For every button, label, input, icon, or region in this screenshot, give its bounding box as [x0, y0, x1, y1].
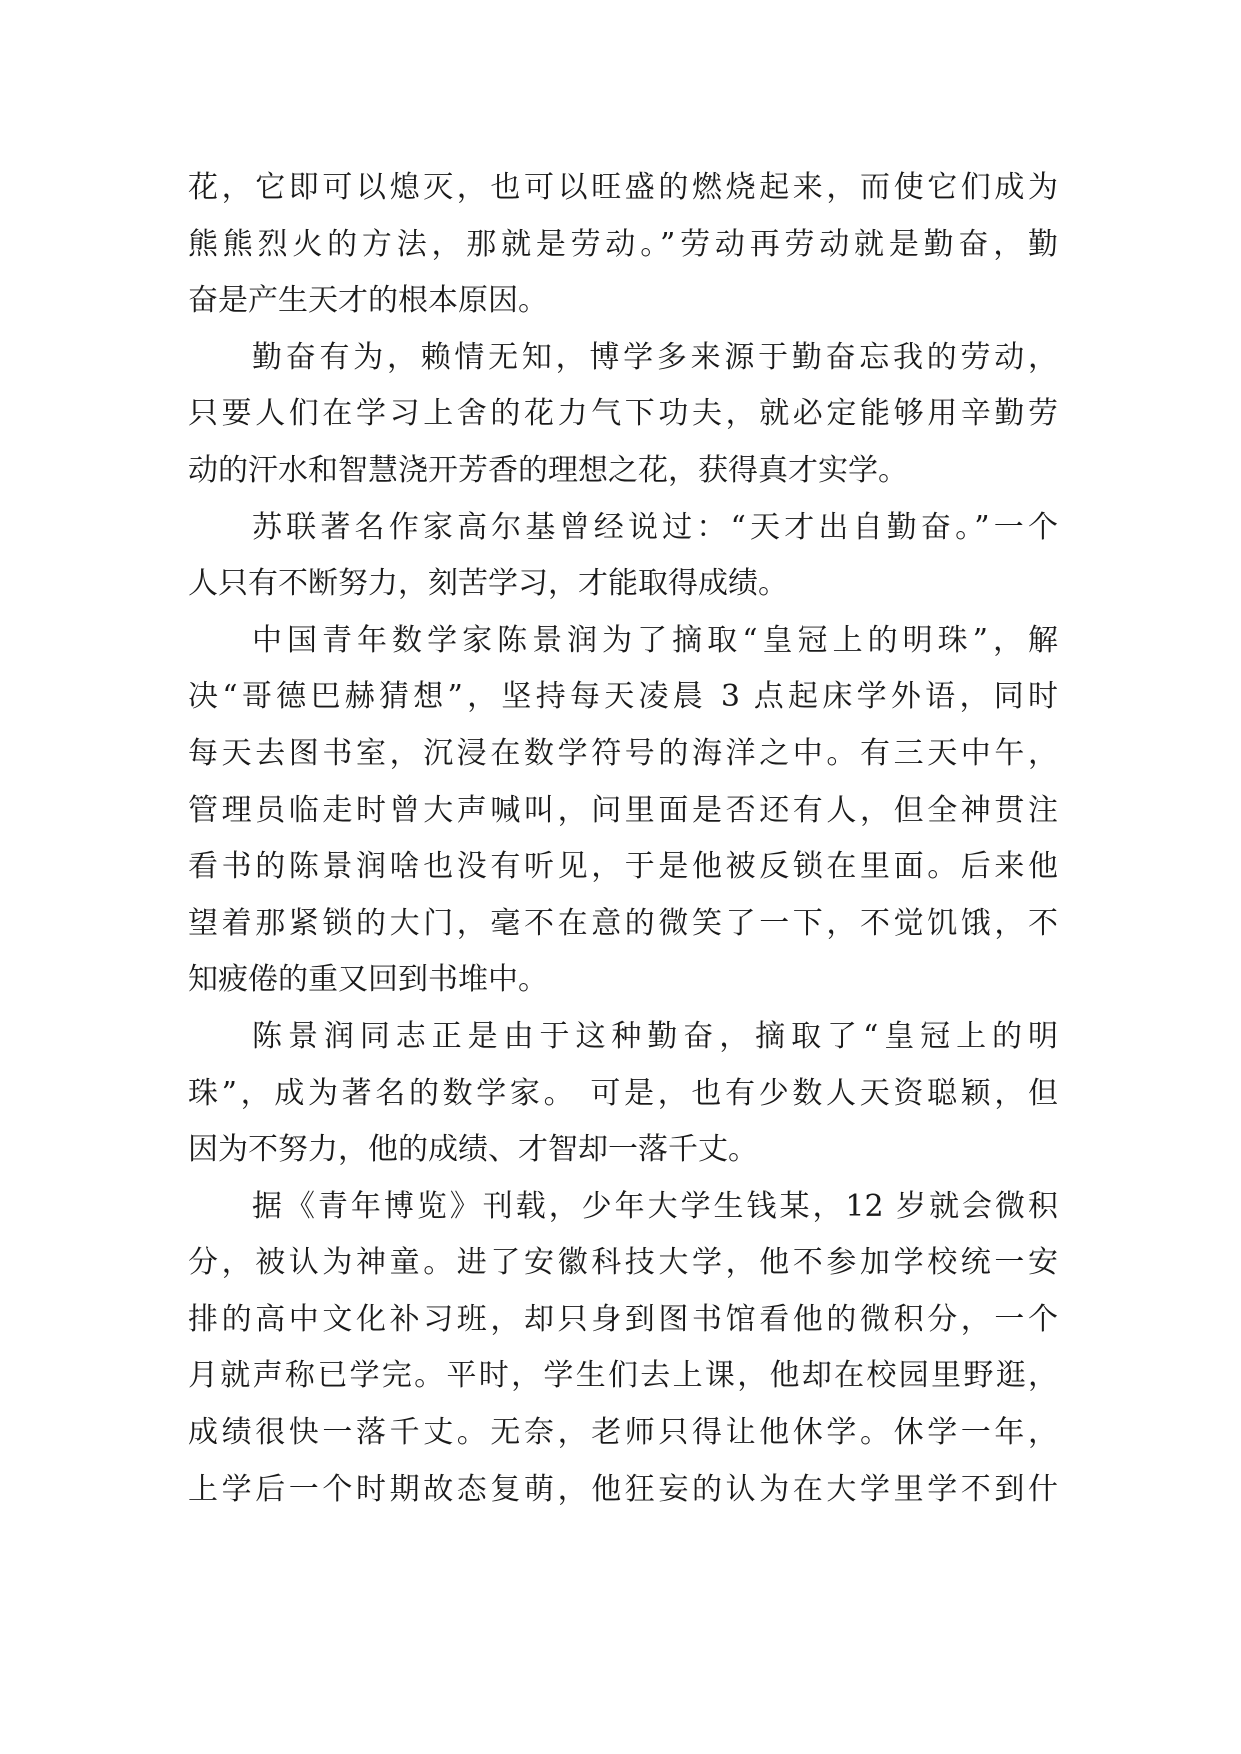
text-line: 知疲倦的重又回到书堆中。 — [188, 962, 548, 998]
text-line: 管理员临走时曾大声喊叫，问里面是否还有人，但全神贯注 — [188, 792, 1058, 828]
text-line: 因为不努力，他的成绩、才智却一落千丈。 — [188, 1132, 758, 1168]
document-body-text — [188, 160, 1058, 1518]
text-line: 奋是产生天才的根本原因。 — [188, 283, 548, 319]
text-line: 中国青年数学家陈景润为了摘取“皇冠上的明珠”，解 — [252, 622, 1058, 658]
text-line: 动的汗水和智慧浇开芳香的理想之花，获得真才实学。 — [188, 452, 908, 488]
text-line: 排的高中文化补习班，却只身到图书馆看他的微积分，一个 — [188, 1301, 1058, 1337]
text-line: 熊熊烈火的方法，那就是劳动。”劳动再劳动就是勤奋，勤 — [188, 226, 1058, 262]
text-line: 每天去图书室，沉浸在数学符号的海洋之中。有三天中午， — [188, 735, 1058, 771]
text-line: 只要人们在学习上舍的花力气下功夫，就必定能够用辛勤劳 — [188, 396, 1058, 432]
text-line: 勤奋有为，赖情无知，博学多来源于勤奋忘我的劳动， — [252, 339, 1058, 375]
text-line: 苏联著名作家高尔基曾经说过：“天才出自勤奋。”一个 — [252, 509, 1058, 545]
text-line: 分，被认为神童。进了安徽科技大学，他不参加学校统一安 — [188, 1245, 1058, 1281]
text-line: 陈景润同志正是由于这种勤奋，摘取了“皇冠上的明 — [252, 1018, 1058, 1054]
text-line: 花，它即可以熄灭，也可以旺盛的燃烧起来，而使它们成为 — [188, 170, 1058, 205]
text-line: 成绩很快一落千丈。无奈，老师只得让他休学。休学一年， — [188, 1415, 1058, 1451]
text-line: 上学后一个时期故态复萌，他狂妄的认为在大学里学不到什 — [188, 1471, 1058, 1507]
text-line: 据《青年博览》刊载，少年大学生钱某，12 岁就会微积 — [252, 1188, 1058, 1224]
text-line: 月就声称已学完。平时，学生们去上课，他却在校园里野逛， — [188, 1358, 1058, 1394]
text-line: 看书的陈景润啥也没有听见，于是他被反锁在里面。后来他 — [188, 849, 1058, 885]
text-line: 珠”，成为著名的数学家。 可是，也有少数人天资聪颖，但 — [188, 1075, 1058, 1111]
text-line: 人只有不断努力，刻苦学习，才能取得成绩。 — [188, 566, 788, 602]
text-line: 望着那紧锁的大门，毫不在意的微笑了一下，不觉饥饿，不 — [188, 905, 1058, 941]
text-line: 决“哥德巴赫猜想”，坚持每天凌晨 3 点起床学外语，同时 — [188, 679, 1058, 715]
